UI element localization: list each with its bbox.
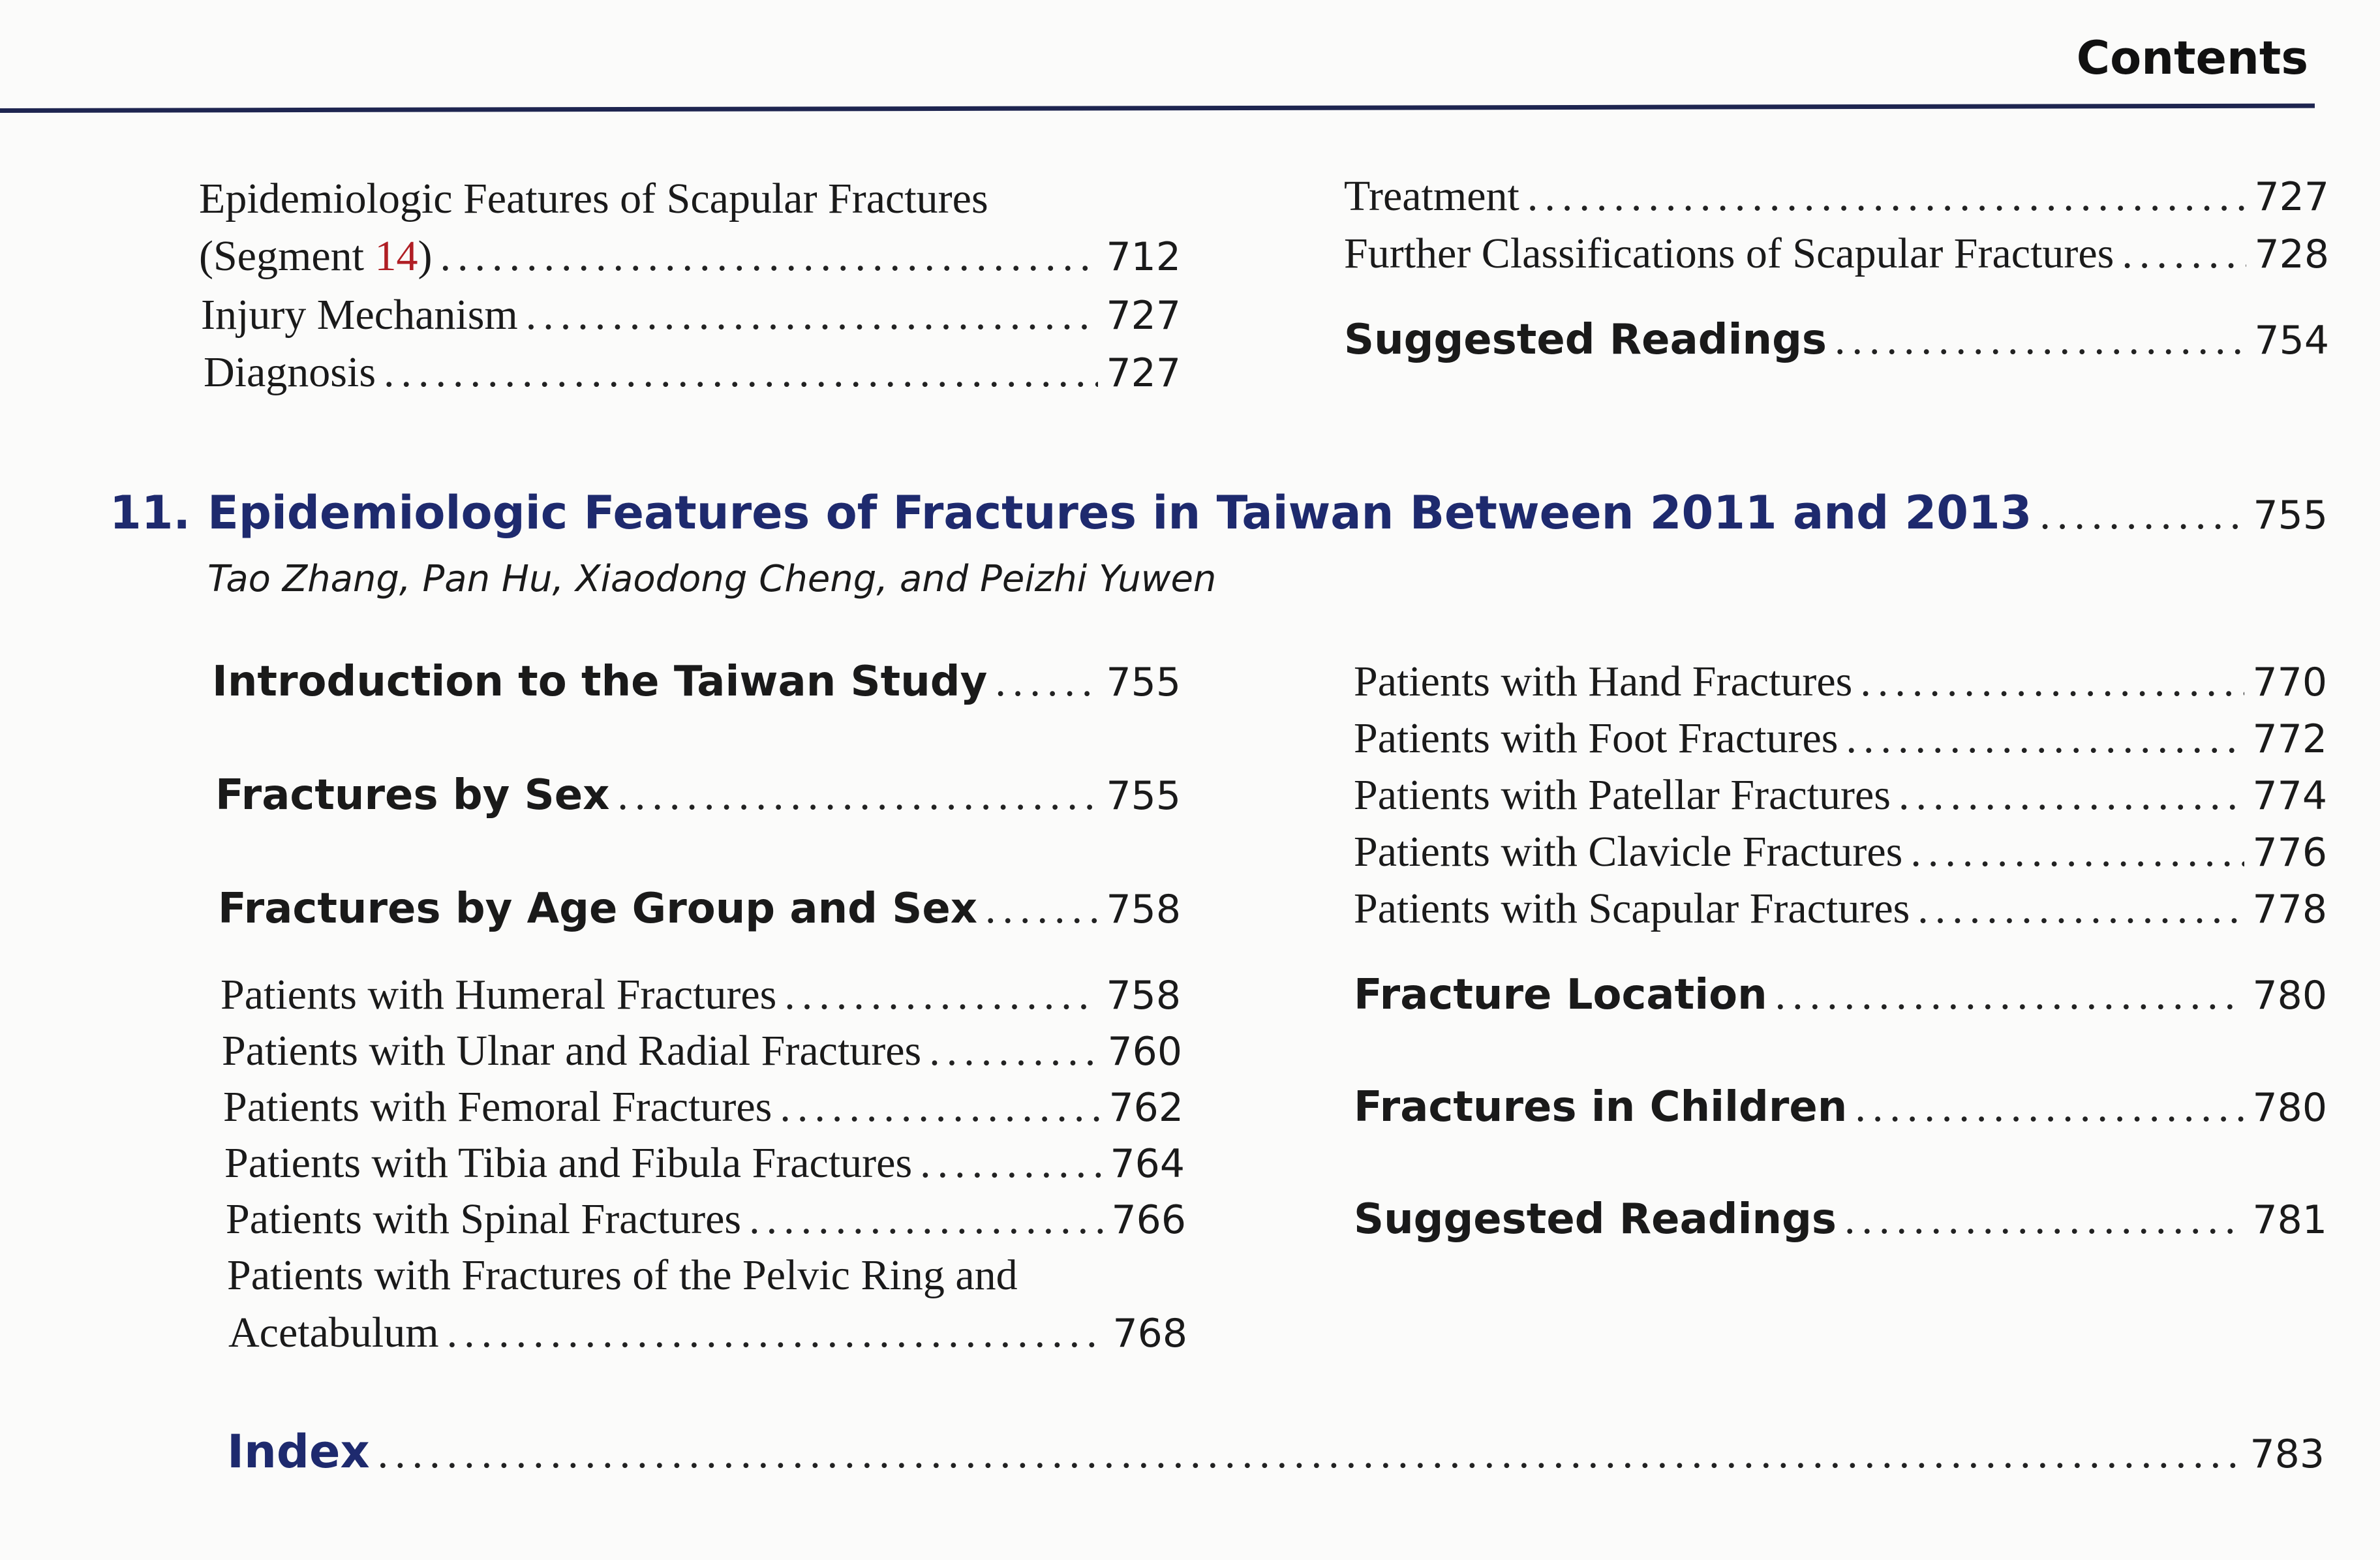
toc-entry-label: Treatment <box>1344 172 1519 220</box>
dot-leader <box>1855 1086 2244 1129</box>
toc-page-number: 755 <box>2253 493 2328 538</box>
toc-entry-diagnosis[interactable] <box>204 348 1181 396</box>
toc-entry-clavicle[interactable] <box>1354 828 2327 876</box>
toc-entry-introduction-taiwan-study[interactable] <box>212 658 1181 706</box>
toc-entry-fractures-by-sex[interactable] <box>215 771 1181 819</box>
header-rule <box>0 104 2315 113</box>
toc-page-number: 762 <box>1108 1085 1183 1131</box>
toc-entry-label: Suggested Readings <box>1354 1195 1837 1244</box>
toc-page-number: 758 <box>1106 973 1181 1018</box>
toc-page-number: 760 <box>1107 1029 1182 1075</box>
chapter-authors: Tao Zhang, Pan Hu, Xiaodong Cheng, and Peizhi Yuwen <box>207 558 1217 600</box>
toc-entry-label: Fractures by Age Group and Sex <box>218 885 977 933</box>
toc-entry-spinal[interactable] <box>226 1195 1186 1243</box>
toc-entry-further-classifications[interactable] <box>1344 232 2329 275</box>
toc-entry-label: Introduction to the Taiwan Study <box>212 658 988 706</box>
dot-leader <box>1527 175 2247 218</box>
toc-entry-label: Patients with Tibia and Fibula Fractures <box>224 1139 913 1187</box>
toc-entry-foot[interactable] <box>1354 714 2327 762</box>
toc-entry-fractures-by-age-sex[interactable] <box>218 885 1181 933</box>
toc-page-number: 783 <box>2250 1431 2325 1477</box>
dot-leader <box>526 294 1099 337</box>
dot-leader <box>1860 660 2244 703</box>
toc-page-number: 774 <box>2252 773 2327 819</box>
dot-leader <box>780 1086 1101 1129</box>
toc-entry-tibia-fibula[interactable] <box>224 1139 1185 1187</box>
toc-entry-injury-mechanism[interactable] <box>201 291 1181 339</box>
dot-leader <box>1910 831 2244 874</box>
toc-entry-treatment[interactable] <box>1344 172 2329 220</box>
dot-leader <box>1899 774 2244 817</box>
dot-leader <box>440 235 1098 278</box>
toc-page-number: 754 <box>2254 318 2329 363</box>
toc-entry-label: Patients with Femoral Fractures <box>223 1083 772 1131</box>
toc-entry-ulnar-radial[interactable] <box>222 1027 1182 1075</box>
toc-page-number: 728 <box>2254 232 2329 277</box>
toc-entry-label: Patients with Clavicle Fractures <box>1354 828 1903 876</box>
toc-page-number: 727 <box>2254 174 2329 220</box>
toc-entry-scapular[interactable] <box>1354 887 2327 930</box>
dot-leader <box>929 1030 1099 1073</box>
toc-page-number: 727 <box>1106 350 1181 396</box>
toc-entry-label: Index <box>227 1425 370 1478</box>
dot-leader <box>2039 490 2245 540</box>
toc-entry-pelvic-line1: Patients with Fractures of the Pelvic Ring and <box>227 1251 1018 1299</box>
dot-leader <box>384 351 1098 394</box>
toc-entry-label: Fracture Location <box>1354 971 1767 1019</box>
toc-entry-label: Fractures by Sex <box>215 771 610 819</box>
toc-entry-label: Patients with Hand Fractures <box>1354 658 1853 705</box>
running-header-title: Contents <box>2076 31 2308 85</box>
toc-entry-label: Injury Mechanism <box>201 291 518 339</box>
toc-page-number: 780 <box>2252 973 2327 1018</box>
toc-entry-label: Patients with Ulnar and Radial Fractures <box>222 1027 922 1075</box>
toc-entry-label: Patients with Foot Fractures <box>1354 714 1838 762</box>
toc-page-number: 755 <box>1106 660 1181 705</box>
toc-page-number: 764 <box>1110 1141 1185 1187</box>
toc-entry-suggested-readings-1[interactable] <box>1344 316 2329 364</box>
dot-leader <box>920 1142 1102 1185</box>
toc-entry-pelvic-acetabulum[interactable] <box>228 1311 1187 1354</box>
toc-entry-humeral[interactable] <box>221 973 1181 1017</box>
toc-page-number: 776 <box>2252 830 2327 876</box>
toc-entry-epidemiologic-scapular-line1: Epidemiologic Features of Scapular Fractures <box>199 175 988 222</box>
toc-page-number: 727 <box>1106 293 1181 339</box>
toc-page-number: 768 <box>1112 1311 1187 1356</box>
dot-leader <box>749 1198 1103 1241</box>
dot-leader <box>1917 887 2244 930</box>
toc-entry-label: Fractures in Children <box>1354 1083 1848 1131</box>
toc-page-number: 778 <box>2252 887 2327 932</box>
toc-entry-label: (Segment 14) <box>199 232 433 280</box>
toc-entry-suggested-readings-2[interactable] <box>1354 1195 2327 1244</box>
dot-leader <box>1846 717 2244 760</box>
dot-leader <box>784 973 1098 1017</box>
toc-page-number: 770 <box>2252 660 2327 705</box>
dot-leader <box>985 887 1098 930</box>
toc-page-number: 780 <box>2252 1085 2327 1131</box>
chapter-number: 11. <box>110 486 191 540</box>
toc-entry-label: Patients with Scapular Fractures <box>1354 885 1910 932</box>
toc-entry-label: Patients with Patellar Fractures <box>1354 771 1891 819</box>
toc-entry-label: Patients with Spinal Fractures <box>226 1195 742 1243</box>
dot-leader <box>447 1311 1105 1354</box>
toc-page-number: 772 <box>2252 716 2327 762</box>
toc-page-number: 712 <box>1106 234 1181 280</box>
toc-entry-fracture-location[interactable] <box>1354 973 2327 1017</box>
toc-page-number: 781 <box>2252 1197 2327 1243</box>
toc-entry-label: Suggested Readings <box>1344 316 1827 364</box>
toc-entry-index[interactable] <box>227 1425 2325 1478</box>
toc-entry-patellar[interactable] <box>1354 771 2327 819</box>
segment-number: 14 <box>374 232 418 280</box>
toc-entry-segment-14[interactable] <box>199 232 1181 280</box>
chapter-title: Epidemiologic Features of Fractures in Taiwan Between 2011 and 2013 <box>207 486 2032 540</box>
dot-leader <box>995 660 1098 703</box>
toc-entry-hand[interactable] <box>1354 660 2327 703</box>
toc-entry-label: Acetabulum <box>228 1309 439 1356</box>
toc-entry-fractures-in-children[interactable] <box>1354 1083 2327 1131</box>
dot-leader <box>378 1432 2242 1475</box>
toc-entry-label: Diagnosis <box>204 348 376 396</box>
toc-entry-femoral[interactable] <box>223 1083 1183 1131</box>
toc-page-number: 758 <box>1106 887 1181 932</box>
toc-entry-label: Patients with Humeral Fractures <box>221 971 777 1018</box>
toc-entry-label: Further Classifications of Scapular Fractures <box>1344 230 2114 277</box>
dot-leader <box>1835 318 2247 361</box>
dot-leader <box>1775 973 2245 1017</box>
toc-chapter-11[interactable] <box>110 486 2328 540</box>
dot-leader <box>2122 232 2246 275</box>
toc-page-number: 766 <box>1111 1197 1186 1243</box>
dot-leader <box>617 774 1098 817</box>
dot-leader <box>1844 1198 2245 1241</box>
toc-page-number: 755 <box>1106 773 1181 819</box>
